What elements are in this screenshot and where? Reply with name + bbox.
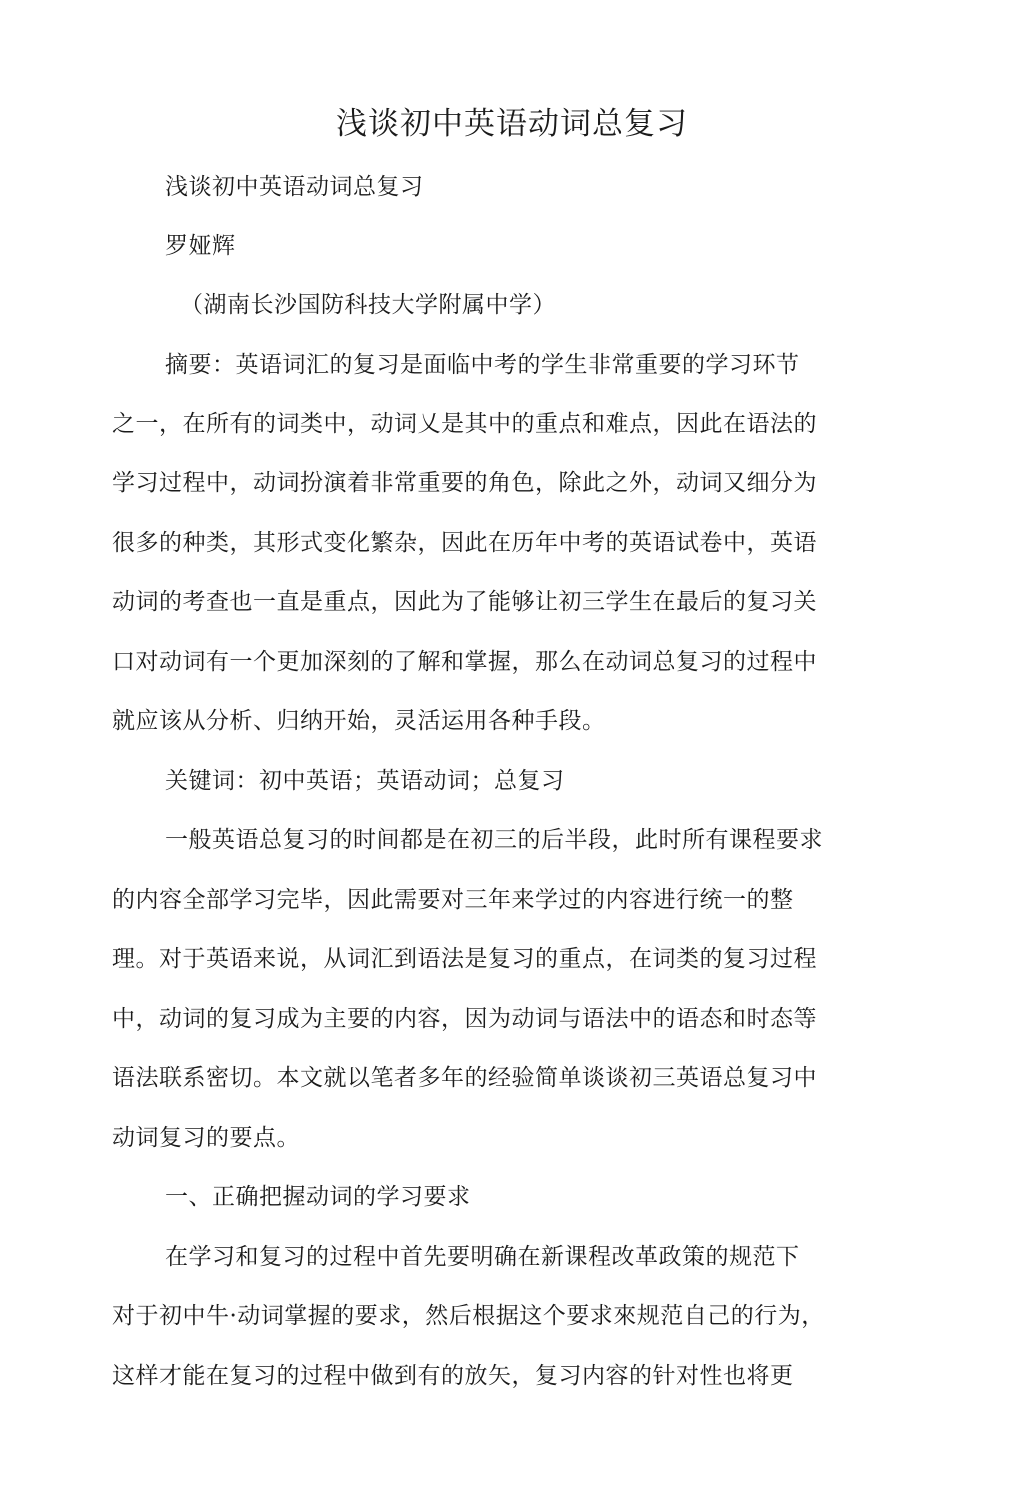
keywords-line: 关键词：初中英语；英语动词；总复习 bbox=[165, 768, 565, 794]
abstract-line: 口对动词有一个更加深刻的了解和掌握，那么在动词总复习的过程中 bbox=[112, 649, 817, 675]
abstract-line: 摘要：英语词汇的复习是面临中考的学生非常重要的学习环节 bbox=[165, 352, 800, 378]
body-line: 的内容全部学习完毕，因此需要对三年来学过的内容进行统一的整 bbox=[112, 887, 794, 913]
abstract-line: 就应该从分析、归纳开始，灵活运用各种手段。 bbox=[112, 708, 606, 734]
abstract-line: 之一，在所有的词类中，动词乂是其中的重点和难点，因此在语法的 bbox=[112, 411, 817, 437]
author-line: 罗娅辉 bbox=[165, 233, 236, 259]
abstract-line: 很多的种类，其形式变化繁杂，因此在历年中考的英语试卷中，英语 bbox=[112, 530, 817, 556]
abstract-line: 学习过程中，动词扮演着非常重要的角色，除此之外，动词又细分为 bbox=[112, 470, 817, 496]
document-title: 浅谈初中英语动词总复习 bbox=[336, 106, 688, 142]
affiliation-line: （湖南长沙国防科技大学附属中学） bbox=[180, 292, 556, 318]
body-line: 动词复习的要点。 bbox=[112, 1125, 300, 1151]
body-line: 对于初中牛·动词掌握的要求，然后根据这个要求來规范自己的行为， bbox=[112, 1303, 825, 1329]
abstract-line: 动词的考查也一直是重点，因此为了能够让初三学生在最后的复习关 bbox=[112, 589, 817, 615]
section-heading: 一、正确把握动词的学习要求 bbox=[165, 1184, 471, 1210]
body-line: 理。对于英语来说，从词汇到语法是复习的重点，在词类的复习过程 bbox=[112, 946, 817, 972]
body-line: 一般英语总复习的时间都是在初三的后半段，此时所有课程要求 bbox=[165, 827, 823, 853]
body-line: 这样才能在复习的过程中做到有的放矢，复习内容的针对性也将更 bbox=[112, 1363, 794, 1389]
body-line: 中，动词的复习成为主要的内容，因为动词与语法中的语态和时态等 bbox=[112, 1006, 817, 1032]
subtitle-line: 浅谈初中英语动词总复习 bbox=[165, 174, 424, 200]
body-line: 语法联系密切。本文就以笔者多年的经验简单谈谈初三英语总复习中 bbox=[112, 1065, 817, 1091]
body-line: 在学习和复习的过程中首先要明确在新课程改革政策的规范下 bbox=[165, 1244, 800, 1270]
